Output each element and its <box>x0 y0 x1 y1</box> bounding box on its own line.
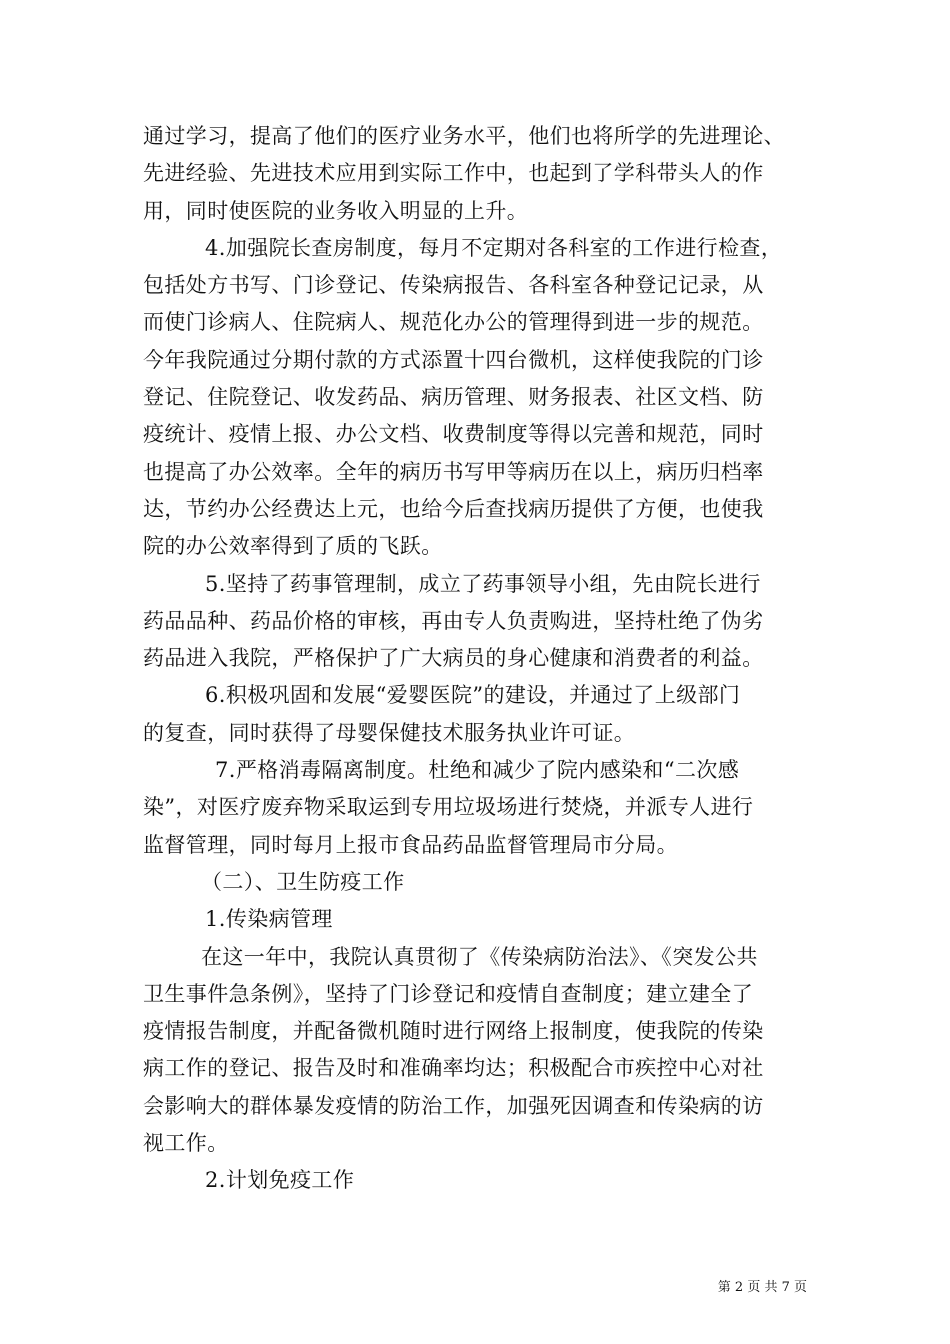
text-line: 在这一年中，我院认真贯彻了《传染病防治法》、《突发公共 <box>201 944 758 969</box>
text-line: 先进经验、先进技术应用到实际工作中，也起到了学科带头人的作 <box>143 161 764 186</box>
text-line: 的复查，同时获得了母婴保健技术服务执业许可证。 <box>143 720 636 745</box>
text-line: 药品进入我院，严格保护了广大病员的身心健康和消费者的利益。 <box>143 646 764 671</box>
text-line: 视工作。 <box>143 1131 229 1156</box>
text-line: 染”，对医疗废弃物采取运到专用垃圾场进行焚烧，并派专人进行 <box>143 795 754 820</box>
text-line: 登记、住院登记、收发药品、病历管理、财务报表、社区文档、防 <box>143 385 764 410</box>
text-line: 而使门诊病人、住院病人、规范化办公的管理得到进一步的规范。 <box>143 310 764 335</box>
text-line: 4.加强院长查房制度，每月不定期对各科室的工作进行检查， <box>205 235 783 260</box>
text-line: 用，同时使医院的业务收入明显的上升。 <box>143 198 529 223</box>
text-line: 5.坚持了药事管理制，成立了药事领导小组，先由院长进行 <box>205 571 761 596</box>
text-line: 2.计划免疫工作 <box>205 1168 355 1193</box>
text-line: 药品品种、药品价格的审核，再由专人负责购进，坚持杜绝了伪劣 <box>143 608 764 633</box>
text-line: 院的办公效率得到了质的飞跃。 <box>143 534 443 559</box>
page-number-footer: 第 2 页 共 7 页 <box>717 1280 807 1295</box>
text-line: 包括处方书写、门诊登记、传染病报告、各科室各种登记记录，从 <box>143 273 764 298</box>
text-line: 疫统计、疫情上报、办公文档、收费制度等得以完善和规范，同时 <box>143 422 764 447</box>
document-body <box>143 118 813 1200</box>
text-line: 也提高了办公效率。全年的病历书写甲等病历在以上，病历归档率 <box>143 459 764 484</box>
text-line: （二）、卫生防疫工作 <box>201 869 405 894</box>
text-line: 监督管理，同时每月上报市食品药品监督管理局市分局。 <box>143 832 678 857</box>
text-line: 卫生事件急条例》，坚持了门诊登记和疫情自查制度；建立建全了 <box>143 981 754 1006</box>
text-line: 今年我院通过分期付款的方式添置十四台微机，这样使我院的门诊 <box>143 347 764 372</box>
text-line: 通过学习，提高了他们的医疗业务水平，他们也将所学的先进理论、 <box>143 124 785 148</box>
text-line: 7.严格消毒隔离制度。杜绝和减少了院内感染和“二次感 <box>215 758 740 783</box>
text-line: 疫情报告制度，并配备微机随时进行网络上报制度，使我院的传染 <box>143 1019 764 1044</box>
text-line: 达，节约办公经费达上元，也给今后查找病历提供了方便，也使我 <box>143 496 764 521</box>
text-line: 1.传染病管理 <box>205 907 333 932</box>
text-line: 病工作的登记、报告及时和准确率均达；积极配合市疾控中心对社 <box>143 1056 764 1081</box>
text-line: 6.积极巩固和发展“爱婴医院”的建设，并通过了上级部门 <box>205 683 741 708</box>
text-line: 会影响大的群体暴发疫情的防治工作，加强死因调查和传染病的访 <box>143 1093 764 1118</box>
